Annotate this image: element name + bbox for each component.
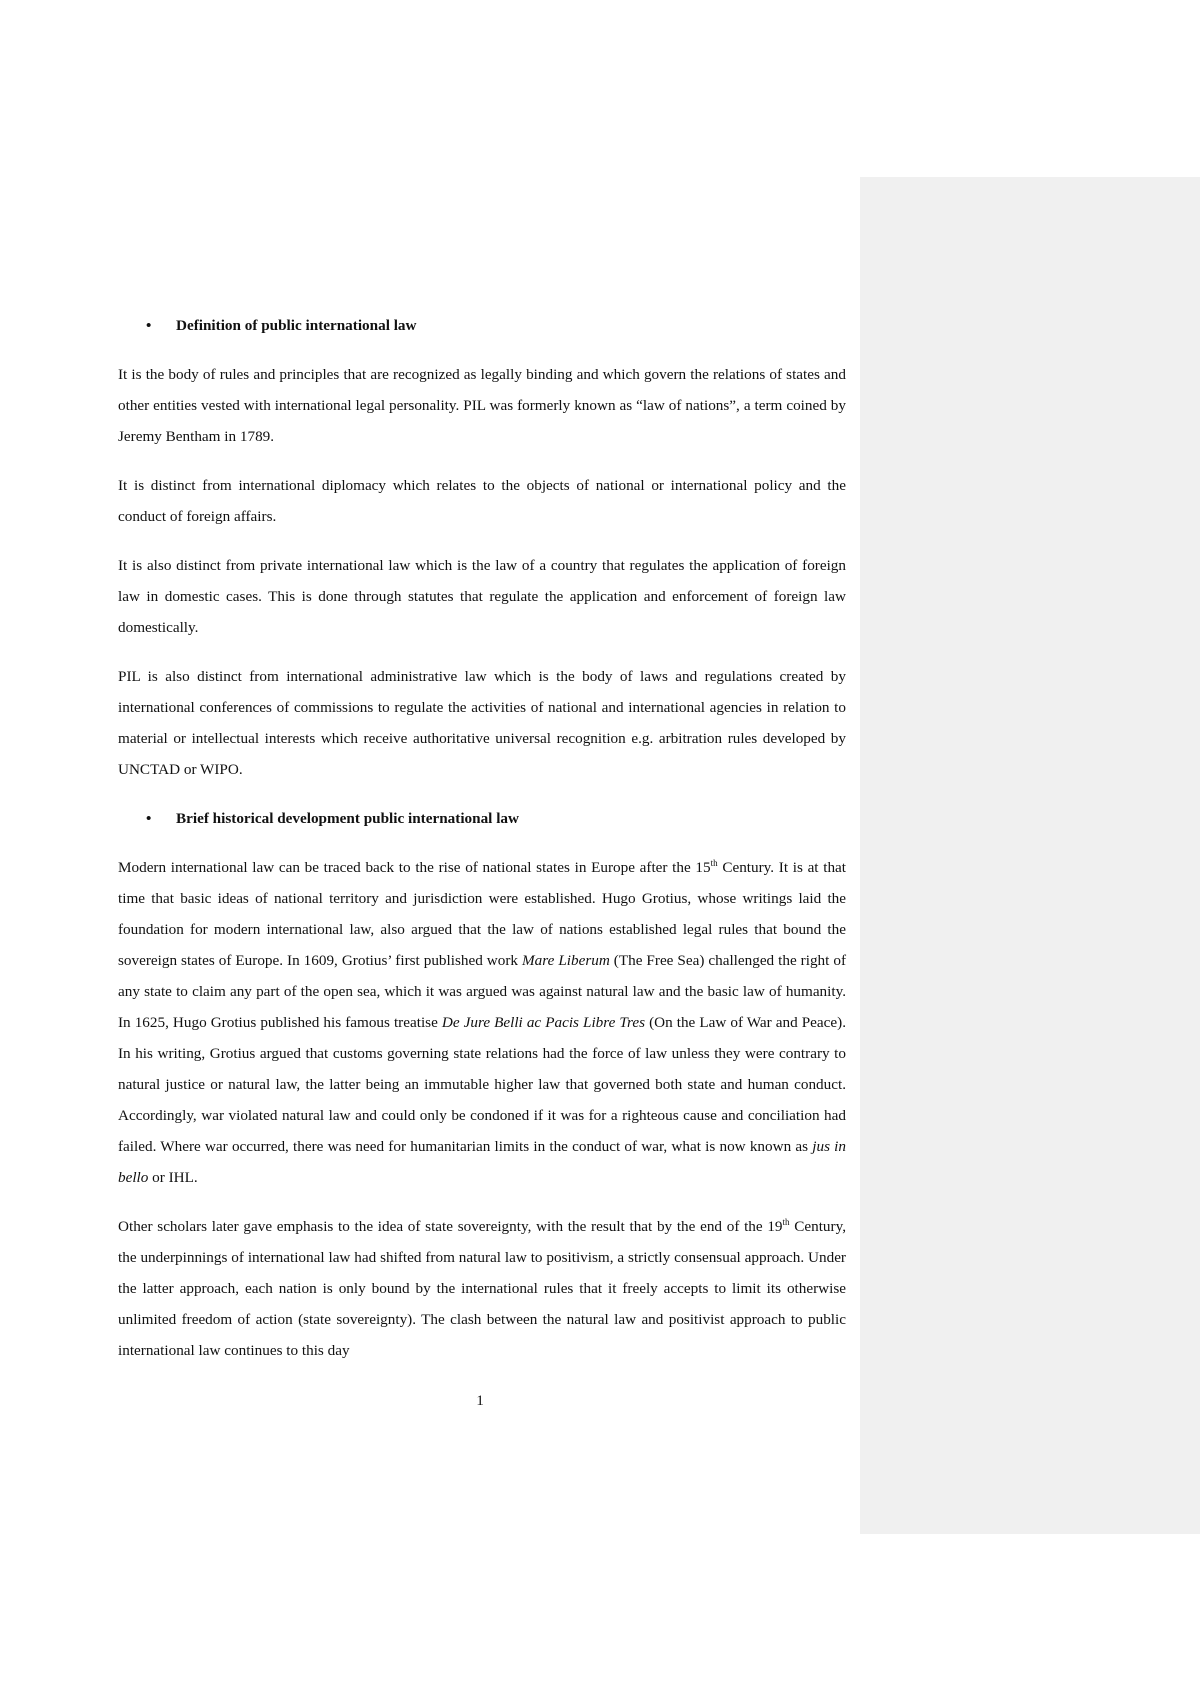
heading-text: Definition of public international law [176,317,417,334]
section-heading [118,803,846,834]
paragraph [118,1211,846,1366]
paragraph: It is the body of rules and principles that are recognized as legally binding and which govern the relations of states and other entities vested with international legal personality. PIL was formerly known as “law of nations”, a term coined by Jeremy Bentham in 1789. [118,366,846,445]
paragraph [118,852,846,1193]
superscript: th [782,1216,790,1227]
document-body [118,310,846,1384]
heading-text: Brief historical development public international law [176,810,519,827]
superscript: th [710,857,718,868]
text-run: (The Free Sea) challenged the right of any state to claim any part of the open sea, which it was argued was against natural law and the basic law of humanity. In 1625, Hugo Grotius published his famous treatise [118,952,846,1031]
text-run: Other scholars later gave emphasis to the idea of state sovereignty, with the result that by the end of the 19 [118,1218,783,1235]
comment-pane [860,177,1200,1534]
page-number: 1 [476,1392,484,1409]
paragraph: It is distinct from international diplomacy which relates to the objects of national or international policy and the conduct of foreign affairs. [118,477,846,525]
text-run: Century. It is at that time that basic ideas of national territory and jurisdiction were established. Hugo Grotius, whose writings laid the foundation for modern international law, also argued that the law of nations established legal rules that bound the sovereign states of Europe. In 1609, Grotius’ first published work [118,859,847,969]
italic-title: Mare Liberum [522,952,610,969]
italic-title: De Jure Belli ac Pacis Libre Tres [441,1014,646,1031]
bullet-icon: • [146,810,152,827]
paragraph: PIL is also distinct from international administrative law which is the body of laws and regulations created by international conferences of commissions to regulate the activities of national and international agencies in relation to material or intellectual interests which receive authoritative universal recognition e.g. arbitration rules developed by UNCTAD or WIPO. [118,668,846,778]
text-run: or IHL. [148,1169,198,1186]
text-run: (On the Law of War and Peace). In his writing, Grotius argued that customs governing state relations had the force of law unless they were contrary to natural justice or natural law, the latter being an immutable higher law that governed both state and human conduct. Accordingly, war violated natural law and could only be condoned if it was for a righteous cause and conciliation had failed. Where war occurred, there was need for humanitarian limits in the conduct of war, what is now known as [118,1014,846,1155]
text-run: Century, the underpinnings of international law had shifted from natural law to positivism, a strictly consensual approach. Under the latter approach, each nation is only bound by the international rules that it freely accepts to limit its otherwise unlimited freedom of action (state sovereignty). The clash between the natural law and positivist approach to public international law continues to this day [118,1218,846,1359]
bullet-icon: • [146,317,152,334]
section-heading [118,310,846,341]
italic-term: jus in bello [118,1138,846,1186]
text-run: Modern international law can be traced back to the rise of national states in Europe after the 15 [118,859,711,876]
paragraph: It is also distinct from private international law which is the law of a country that regulates the application of foreign law in domestic cases. This is done through statutes that regulate the application and enforcement of foreign law domestically. [118,557,846,636]
